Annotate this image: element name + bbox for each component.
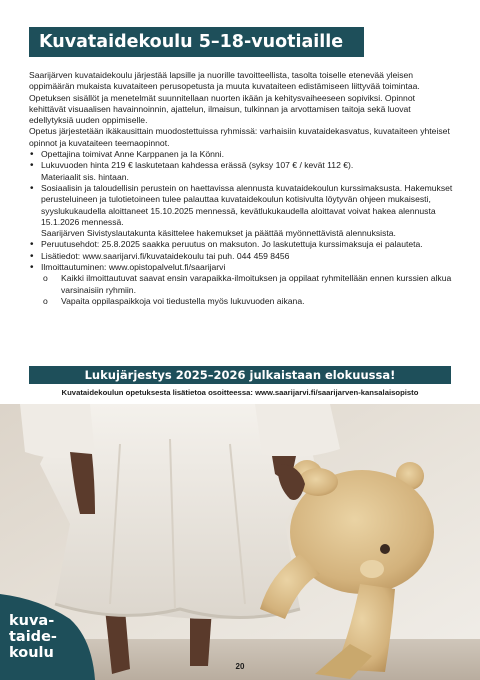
fee-note: Materiaalit sis. hintaan.	[41, 171, 129, 182]
list-item-teachers: • Opettajina toimivat Anne Karppanen ja Ia Könni.	[29, 149, 454, 160]
page-title: Kuvataidekoulu 5–18-vuotiaille	[29, 27, 364, 57]
discount-note: Saarijärven Sivistyslautakunta käsittelee hakemukset ja päättää myönnettävistä alennuksista.	[41, 228, 396, 239]
page-number: 20	[235, 662, 245, 671]
sublist-item: o Kaikki ilmoittautuvat saavat ensin varapaikka-ilmoituksen ja oppilaat ryhmitellään ennen kurssien alkua varsinaisiin ryhmiin.	[41, 273, 454, 296]
list-item-more-info: • Lisätiedot: www.saarijarvi.fi/kuvataidekoulu tai puh. 044 459 8456	[29, 251, 454, 262]
sublist-item: o Vapaita oppilaspaikkoja voi tiedustella myös lukuvuoden aikana.	[41, 296, 454, 307]
info-link-line: Kuvataidekoulun opetuksesta lisätietoa osoitteessa: www.saarijarvi.fi/saarijarven-kansalaisopisto	[61, 388, 419, 397]
groups-paragraph: Opetus järjestetään ikäkausittain muodostettuissa ryhmissä: varhaisiin kuvataidekasvatus, kuvataiteen yhteiset opinnot ja kuvataiteen teemaopinnot.	[29, 126, 450, 148]
list-item-registration: • Ilmoittautuminen: www.opistopalvelut.fi/saarijarvi o Kaikki ilmoittautuvat saavat ensin varapaikka-ilmoituksen ja oppilaat ryhmitellään ennen kurssien alkua varsinaisiin ryhmiin. o Vapaita oppilaspaikkoja voi tiedustella myös lukuvuoden aikana.	[29, 262, 454, 307]
info-list	[29, 149, 454, 307]
kuvataidekoulu-logo: kuva- taide- koulu	[9, 613, 57, 661]
registration-sublist	[41, 273, 454, 307]
list-item-cancellation: • Peruutusehdot: 25.8.2025 saakka peruutus on maksuton. Jo laskutettuja kurssimaksuja ei palauteta.	[29, 239, 454, 250]
list-item-discount: • Sosiaalisin ja taloudellisin perustein on haettavissa alennusta kuvataidekoulun kurssimaksusta. Hakemukset perusteluineen ja tulotietoineen tulee palauttaa kuvataidekoulun kotisivulta löytyvän ohjeen mukaisesti, syyslukukaudella aloittaneet 15.10.2025 mennessä, kevätlukukaudella aloittavat voivat hakea alennusta 15.1.2026 mennessä. Saarijärven Sivistyslautakunta käsittelee hakemukset ja päättää myönnettävistä alennuksista.	[29, 183, 454, 239]
list-item-fee: • Lukuvuoden hinta 219 € laskutetaan kahdessa erässä (syksy 107 € / kevät 112 €). Materiaalit sis. hintaan.	[29, 160, 454, 183]
intro-paragraph: Saarijärven kuvataidekoulu järjestää lapsille ja nuorille tavoitteellista, tasolta toiselle etenevää yleisen oppimäärän mukaista kuvataiteen perusopetusta ja muuta kuvataiteen edistämiseen liittyvää toimintaa. Opetuksen sisällöt ja menetelmät suunnitellaan nuorten ikään ja kehitysvaiheeseen sopiviksi. Opinnot kehittävät visuaalisen havainnoinnin, ajattelun, ilmaisun, tulkinnan ja arvottamisen taitoja sekä luovat edellytyksiä uuden oppimiselle.	[29, 70, 420, 126]
main-content	[29, 70, 454, 307]
schedule-banner: Lukujärjestys 2025–2026 julkaistaan elokuussa!	[29, 366, 451, 384]
